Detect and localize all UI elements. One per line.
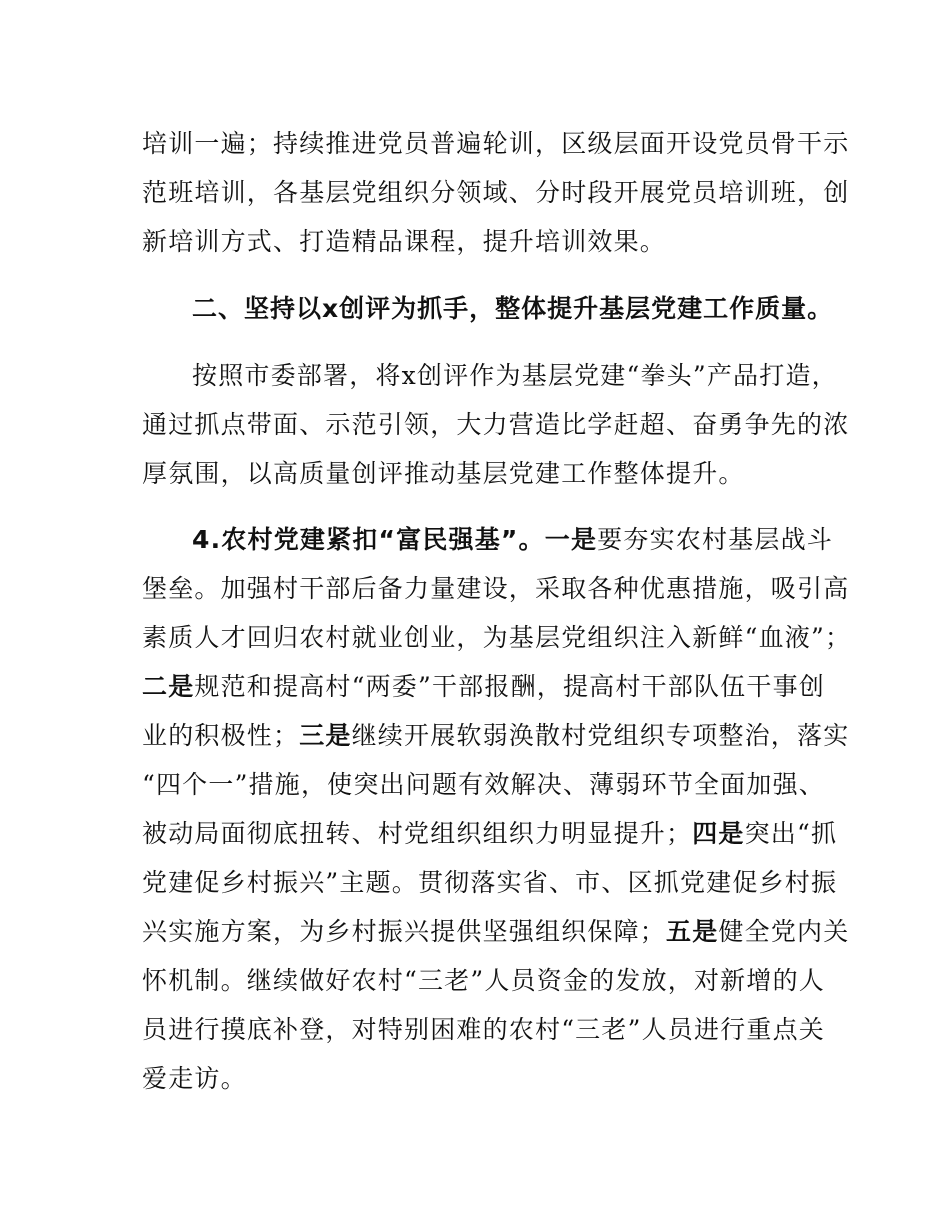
paragraph-3-line-9-lead: 兴实施方案，为乡村振兴提供坚强组织保障；	[142, 917, 667, 946]
paragraph-3-line-4-text: 规范和提高村“两委”干部报酬，提高村干部队伍干事创	[194, 672, 825, 701]
paragraph-3-line-11: 员进行摸底补登，对特别困难的农村“三老”人员进行重点关	[142, 1015, 825, 1044]
paragraph-3-line-5-lead: 业的积极性；	[142, 721, 300, 750]
paragraph-3-line-10: 怀机制。继续做好农村“三老”人员资金的发放，对新增的人	[142, 966, 825, 995]
paragraph-3-line-7-lead: 被动局面彻底扭转、村党组织组织力明显提升；	[142, 819, 693, 848]
paragraph-3-line-4	[142, 670, 825, 704]
paragraph-1-line-2: 范班培训，各基层党组织分领域、分时段开展党员培训班，创	[142, 178, 850, 207]
paragraph-3-line-7-text: 突出“抓	[744, 819, 838, 848]
paragraph-2-line-1: 按照市委部署，将x创评作为基层党建“拳头”产品打造，	[192, 361, 838, 390]
paragraph-3-line-2: 堡垒。加强村干部后备力量建设，采取各种优惠措施，吸引高	[142, 574, 850, 603]
paragraph-3-line-9-text: 健全党内关	[718, 917, 850, 946]
paragraph-3-line-6: “四个一”措施，使突出问题有效解决、薄弱环节全面加强、	[142, 770, 825, 799]
paragraph-3-line-12: 爱走访。	[142, 1064, 247, 1093]
paragraph-3-line-5	[142, 719, 849, 753]
paragraph-3-line-1	[192, 523, 833, 557]
emphasis-yi-shi: 一是	[544, 525, 598, 554]
emphasis-er-shi: 二是	[142, 672, 195, 701]
emphasis-si-shi: 四是	[692, 819, 745, 848]
section-heading-2: 二、坚持以x创评为抓手，整体提升基层党建工作质量。	[192, 294, 834, 323]
paragraph-3-line-7	[142, 817, 837, 851]
paragraph-2-line-2: 通过抓点带面、示范引领，大力营造比学赶超、奋勇争先的浓	[142, 410, 850, 439]
paragraph-3-line-3: 素质人才回归农村就业创业，为基层党组织注入新鲜“血液”；	[142, 623, 852, 652]
paragraph-3-line-1-text: 要夯实农村基层战斗	[597, 525, 833, 554]
paragraph-3-line-8: 党建促乡村振兴”主题。贯彻落实省、市、区抓党建促乡村振	[142, 868, 838, 897]
emphasis-san-shi: 三是	[299, 721, 352, 750]
paragraph-3-line-9	[142, 915, 849, 949]
subsection-title: 4.农村党建紧扣“富民强基”。	[192, 525, 545, 554]
paragraph-1-line-1: 培训一遍；持续推进党员普遍轮训，区级层面开设党员骨干示	[142, 129, 850, 158]
paragraph-2-line-3: 厚氛围，以高质量创评推动基层党建工作整体提升。	[142, 459, 745, 488]
paragraph-3-line-5-text: 继续开展软弱涣散村党组织专项整治，落实	[351, 721, 850, 750]
emphasis-wu-shi: 五是	[666, 917, 719, 946]
paragraph-1-line-3: 新培训方式、打造精品课程，提升培训效果。	[142, 227, 667, 256]
